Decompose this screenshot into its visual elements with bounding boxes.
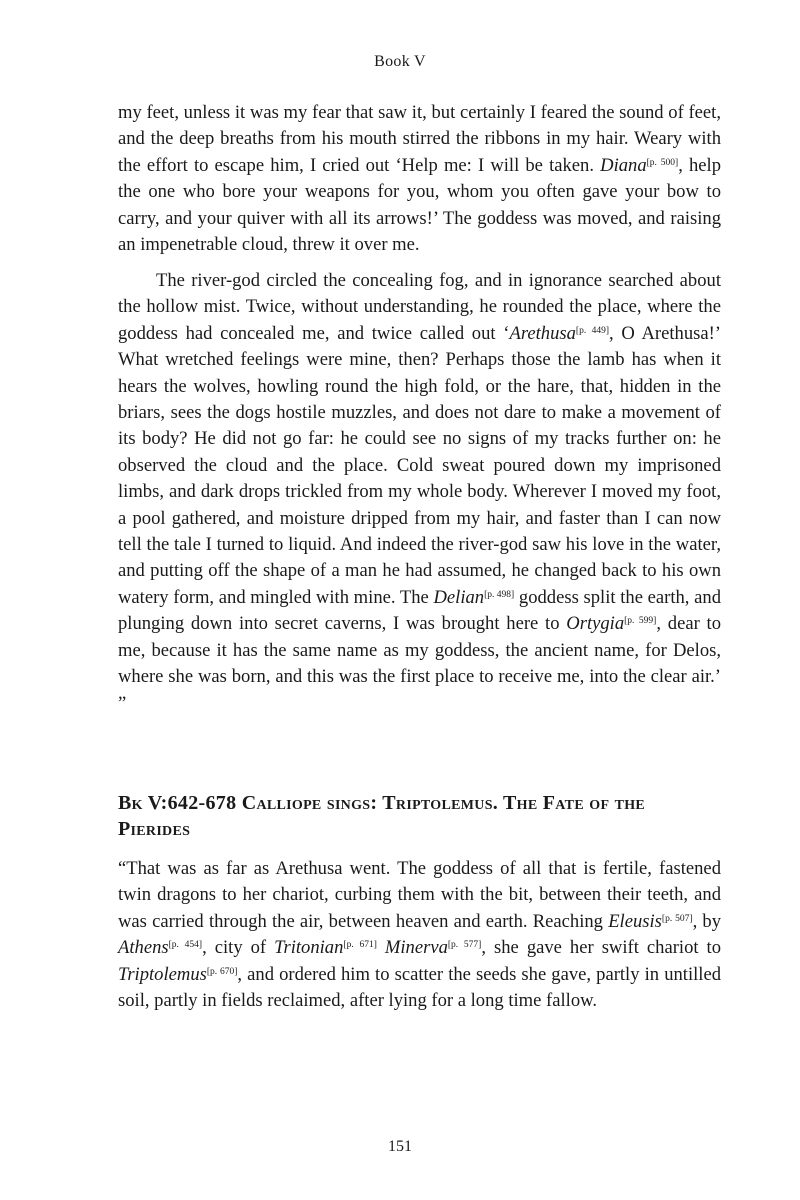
page-ref[interactable]: [p. 671] xyxy=(343,940,377,951)
text: , by xyxy=(692,910,722,932)
name-link-diana[interactable]: Diana xyxy=(600,154,647,176)
page-number: 151 xyxy=(388,1138,412,1155)
section-heading: Bk V:642-678 Calliope sings: Triptolemus. The Fate of the Pierides xyxy=(118,792,646,840)
paragraph-3 xyxy=(118,856,721,1014)
text: my feet, unless it was my fear that saw it, but certainly I feared the sound of feet, and the deep breaths from his mouth stirred the ribbons in my hair. Weary with the effort to escape him, I cried out ‘Help me: I will be taken. xyxy=(118,102,721,176)
name-link-eleusis[interactable]: Eleusis xyxy=(608,910,662,932)
page-ref[interactable]: [p. 498] xyxy=(484,589,515,600)
name-link-delian[interactable]: Delian xyxy=(433,586,485,608)
page-ref[interactable]: [p. 507] xyxy=(661,913,693,924)
text xyxy=(377,937,385,958)
name-link-triptolemus[interactable]: Triptolemus xyxy=(118,963,207,985)
text: , city of xyxy=(202,937,275,959)
name-link-arethusa[interactable]: Arethusa xyxy=(509,322,576,344)
running-head: Book V xyxy=(374,53,426,70)
text: , O Arethusa!’ What wretched feelings were mine, then? Perhaps those the lamb has when it hears the wolves, howling round the high fold, or the hare, that, hidden in the briars, sees the dogs hostile muzzles, and does not dare to make a movement of its body? He did not go far: he could see no signs of my tracks further on: he observed the cloud and the place. Cold sweat poured down my imprisoned limbs, and dark drops trickled from my whole body. Wherever I moved my foot, a pool gathered, and moisture dripped from my hair, and faster than I can now tell the tale I turned to liquid. And indeed the river-god saw his love in the water, and putting off the shape of a man he had assumed, he changed back to his own watery form, and mingled with mine. The xyxy=(118,322,721,608)
name-link-minerva[interactable]: Minerva xyxy=(384,937,448,959)
page-ref[interactable]: [p. 500] xyxy=(646,157,679,168)
page-ref[interactable]: [p. 599] xyxy=(624,616,657,627)
page-ref[interactable]: [p. 449] xyxy=(575,325,610,336)
page-ref[interactable]: [p. 454] xyxy=(168,940,203,951)
page-ref[interactable]: [p. 577] xyxy=(447,940,482,951)
text: goddess split the earth, and plunging down into secret caverns, I was brought here to xyxy=(118,586,721,635)
page-ref[interactable]: [p. 670] xyxy=(206,966,238,977)
paragraph-1 xyxy=(118,100,721,258)
paragraph-2 xyxy=(118,268,721,717)
text: The river-god circled the concealing fog, and in ignorance searched about the hollow mist. Twice, without understanding, he rounded the place, where the goddess had concealed me, and twice called out ‘ xyxy=(118,270,721,344)
text: , help the one who bore your weapons for you, whom you often gave your bow to carry, and your quiver with all its arrows!’ The goddess was moved, and raising an impenetrable cloud, threw it over me. xyxy=(118,154,722,256)
name-link-athens[interactable]: Athens xyxy=(118,937,169,959)
text: , she gave her swift chariot to xyxy=(481,937,722,959)
text: , and ordered him to scatter the seeds she gave, partly in untilled soil, partly in fields reclaimed, after lying for a long time fallow. xyxy=(118,963,721,1012)
text: “That was as far as Arethusa went. The goddess of all that is fertile, fastened twin dragons to her chariot, curbing them with the bit, between their teeth, and was carried through the air, between heaven and earth. Reaching xyxy=(118,858,721,932)
name-link-ortygia[interactable]: Ortygia xyxy=(566,613,625,635)
text: , dear to me, because it has the same name as my goddess, the ancient name, for Delos, where she was born, and this was the first place to receive me, into the clear air.’ ” xyxy=(118,613,722,714)
name-link-tritonian[interactable]: Tritonian xyxy=(274,937,344,959)
